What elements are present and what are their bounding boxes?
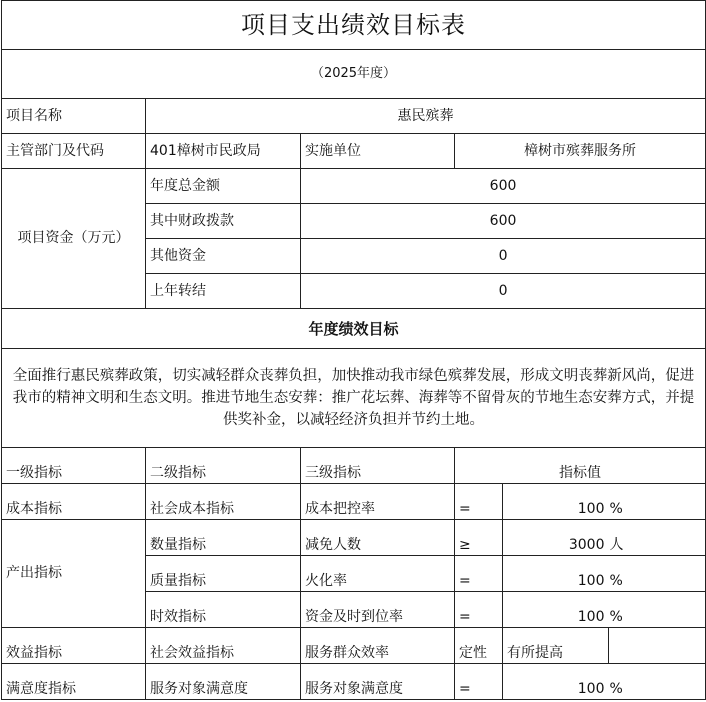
indicator-value: 100: [503, 556, 609, 592]
indicator-l2: 社会成本指标: [146, 484, 301, 520]
indicator-l1: 满意度指标: [2, 664, 146, 700]
indicator-unit: %: [609, 664, 706, 700]
indicator-l3: 资金及时到位率: [301, 592, 455, 628]
indicator-header-l2: 二级指标: [146, 448, 301, 484]
annual-goal-text: 全面推行惠民殡葬政策，切实减轻群众丧葬负担，加快推动我市绿色殡葬发展，形成文明丧葬新风尚，促进我市的精神文明和生态文明。推进节地生态安葬：推广花坛葬、海葬等不留骨灰的节地生态安葬方式，并提供奖补金，以减轻经济负担并节约土地。: [2, 349, 706, 448]
indicator-operator: ≥: [455, 520, 503, 556]
indicator-operator: =: [455, 592, 503, 628]
indicator-l2: 社会效益指标: [146, 628, 301, 664]
annual-goal-heading: 年度绩效目标: [2, 309, 706, 349]
indicator-l3: 服务群众效率: [301, 628, 455, 664]
indicator-l2: 数量指标: [146, 520, 301, 556]
indicator-l3: 火化率: [301, 556, 455, 592]
indicator-header-value: 指标值: [455, 448, 706, 484]
indicator-l2: 质量指标: [146, 556, 301, 592]
indicator-l1: 产出指标: [2, 520, 146, 628]
fiscal-year: （2025年度）: [2, 50, 706, 99]
indicator-operator: =: [455, 664, 503, 700]
dept-value: 401樟树市民政局: [146, 134, 301, 169]
indicator-header-l1: 一级指标: [2, 448, 146, 484]
indicator-value: 100: [503, 664, 609, 700]
indicator-operator: =: [455, 484, 503, 520]
indicator-value: 100: [503, 484, 609, 520]
funds-row-label: 其中财政拨款: [146, 204, 301, 239]
indicator-unit: 人: [609, 520, 706, 556]
project-name-label: 项目名称: [2, 99, 146, 134]
indicator-l2: 时效指标: [146, 592, 301, 628]
performance-target-table: [1, 0, 706, 700]
indicator-value: 3000: [503, 520, 609, 556]
indicator-header-l3: 三级指标: [301, 448, 455, 484]
indicator-l3: 服务对象满意度: [301, 664, 455, 700]
impl-unit-value: 樟树市殡葬服务所: [455, 134, 706, 169]
indicator-l1: 成本指标: [2, 484, 146, 520]
performance-target-table-frame: [1, 0, 705, 700]
indicator-unit: [609, 628, 706, 664]
impl-unit-label: 实施单位: [301, 134, 455, 169]
project-name-value: 惠民殡葬: [146, 99, 706, 134]
indicator-l3: 成本把控率: [301, 484, 455, 520]
indicator-value: 有所提高: [503, 628, 609, 664]
funds-row-value: 0: [301, 239, 706, 274]
indicator-operator: =: [455, 556, 503, 592]
indicator-l2: 服务对象满意度: [146, 664, 301, 700]
funds-row-value: 0: [301, 274, 706, 309]
indicator-l1: 效益指标: [2, 628, 146, 664]
funds-row-value: 600: [301, 169, 706, 204]
funds-row-value: 600: [301, 204, 706, 239]
funds-label: 项目资金（万元）: [2, 169, 146, 309]
funds-row-label: 上年转结: [146, 274, 301, 309]
dept-label: 主管部门及代码: [2, 134, 146, 169]
funds-row-label: 年度总金额: [146, 169, 301, 204]
funds-row-label: 其他资金: [146, 239, 301, 274]
page-title: 项目支出绩效目标表: [2, 1, 706, 50]
indicator-unit: %: [609, 592, 706, 628]
indicator-unit: %: [609, 556, 706, 592]
indicator-unit: %: [609, 484, 706, 520]
indicator-operator: 定性: [455, 628, 503, 664]
indicator-value: 100: [503, 592, 609, 628]
indicator-l3: 减免人数: [301, 520, 455, 556]
